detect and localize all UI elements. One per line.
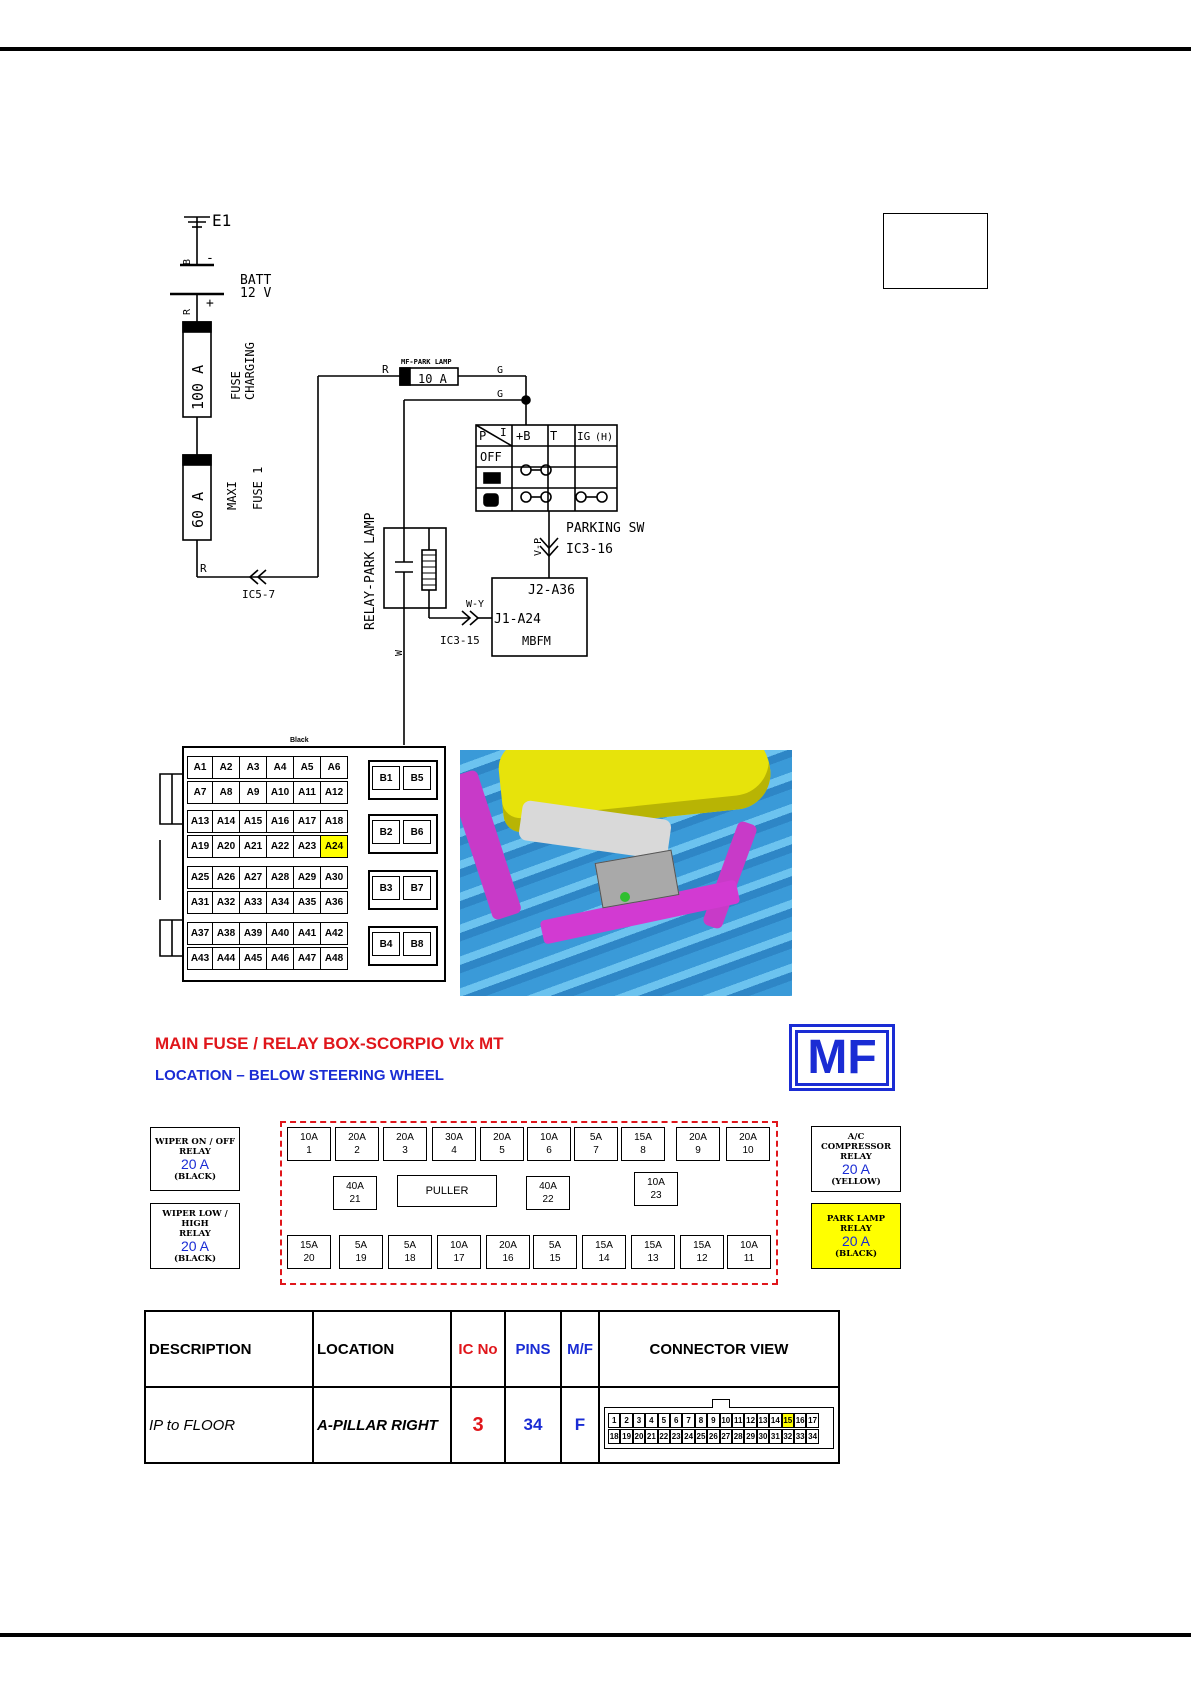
module-label: MBFM	[522, 634, 551, 648]
conn-pin-1: 1	[608, 1413, 620, 1428]
pin-a23: A23	[293, 835, 321, 858]
fusebox-location: LOCATION – BELOW STEERING WHEEL	[155, 1067, 444, 1084]
conn-pin-3: 3	[633, 1413, 645, 1428]
fuse-slot-5	[480, 1127, 524, 1161]
conn-pin-25: 25	[695, 1429, 707, 1444]
conn-pin-23: 23	[670, 1429, 682, 1444]
pin-a9: A9	[239, 781, 267, 804]
switch-hdr-h: (H)	[595, 432, 614, 443]
pin-a47: A47	[293, 947, 321, 970]
fuse-slot-16	[486, 1235, 530, 1269]
pin-b8: B8	[403, 932, 431, 956]
fuse-rating: 20A	[499, 1240, 517, 1251]
fuse-rating: 15A	[634, 1132, 652, 1143]
fuse-rating: 15A	[644, 1240, 662, 1251]
fuse-rating: 5A	[354, 1240, 368, 1251]
hdr-description: DESCRIPTION	[145, 1311, 313, 1387]
pin-a45: A45	[239, 947, 267, 970]
pin-a16: A16	[266, 810, 294, 833]
pin-b5: B5	[403, 766, 431, 790]
pin-a32: A32	[212, 891, 240, 914]
pin-a12: A12	[320, 781, 348, 804]
pin-a15: A15	[239, 810, 267, 833]
conn-pin-26: 26	[707, 1429, 719, 1444]
fuse-rating: 10A	[740, 1240, 758, 1251]
pin-b3: B3	[372, 876, 400, 900]
relay-label: RELAY-PARK LAMP	[363, 512, 378, 630]
conn-pin-11: 11	[732, 1413, 744, 1428]
conn-pin-18: 18	[608, 1429, 620, 1444]
pin-a28: A28	[266, 866, 294, 889]
conn-pin-29: 29	[744, 1429, 756, 1444]
pin-a5: A5	[293, 756, 321, 779]
fuse-slot-14	[582, 1235, 626, 1269]
pin-a1: A1	[187, 756, 213, 779]
conn-pin-30: 30	[757, 1429, 769, 1444]
fuse-number: 4	[451, 1145, 457, 1156]
conn-pin-8: 8	[695, 1413, 707, 1428]
fuse-number: 1	[306, 1145, 312, 1156]
wire-g-label-2: G	[497, 389, 504, 400]
fuse-rating: 5A	[403, 1240, 417, 1251]
fuse-rating: 5A	[548, 1240, 562, 1251]
fuse1-label-2: CHARGING	[243, 342, 257, 400]
fuse-slot-4	[432, 1127, 476, 1161]
conn-pin-22: 22	[658, 1429, 670, 1444]
fuse-number: 9	[695, 1145, 701, 1156]
switch-hdr-p: P	[479, 429, 487, 443]
mf-badge-text: MF	[795, 1030, 889, 1086]
wire-w-label: W	[394, 649, 405, 656]
pin-a6: A6	[320, 756, 348, 779]
conn-pin-27: 27	[720, 1429, 732, 1444]
pin-a10: A10	[266, 781, 294, 804]
fuse-slot-8	[621, 1127, 665, 1161]
pin-a22: A22	[266, 835, 294, 858]
wire-r-label-3: R	[382, 363, 389, 376]
fuse-number: 5	[499, 1145, 505, 1156]
fuse-number: 10	[742, 1145, 754, 1156]
fuse-slot-23	[634, 1172, 678, 1206]
pin-a44: A44	[212, 947, 240, 970]
conn-pin-15: 15	[782, 1413, 794, 1428]
relay-line: WIPER LOW /	[162, 1208, 228, 1219]
pin-a36: A36	[320, 891, 348, 914]
fuse-number: 19	[355, 1253, 367, 1264]
relay-line: A/C	[847, 1131, 865, 1142]
fuse-slot-6	[527, 1127, 571, 1161]
fuse-rating: 15A	[595, 1240, 613, 1251]
relay-line: RELAY	[179, 1146, 211, 1157]
hdr-connector-view: CONNECTOR VIEW	[599, 1311, 839, 1387]
wire-b-label: B	[182, 258, 193, 265]
pin-b2: B2	[372, 820, 400, 844]
pin-b1: B1	[372, 766, 400, 790]
pin-a33: A33	[239, 891, 267, 914]
pin-a21: A21	[239, 835, 267, 858]
pin-a8: A8	[212, 781, 240, 804]
fuse-slot-13	[631, 1235, 675, 1269]
fuse-number: 11	[743, 1253, 755, 1264]
conn-pin-34: 34	[806, 1429, 818, 1444]
parking-sw-label: PARKING SW	[566, 521, 645, 536]
fuse-slot-2	[335, 1127, 379, 1161]
fuse-slot-9	[676, 1127, 720, 1161]
conn-pin-19: 19	[620, 1429, 632, 1444]
switch-hdr-t: T	[550, 429, 558, 443]
conn-pin-2: 2	[620, 1413, 632, 1428]
pin-a2: A2	[212, 756, 240, 779]
hdr-mf: M/F	[561, 1311, 599, 1387]
wiring-schematic	[0, 0, 1191, 760]
cell-mf: F	[561, 1387, 599, 1463]
conn-pin-16: 16	[794, 1413, 806, 1428]
fuse-number: 14	[598, 1253, 610, 1264]
pin-b4: B4	[372, 932, 400, 956]
pin-a46: A46	[266, 947, 294, 970]
conn-pin-5: 5	[658, 1413, 670, 1428]
conn-pin-13: 13	[757, 1413, 769, 1428]
fuse-number: 22	[542, 1194, 554, 1205]
conn-pin-9: 9	[707, 1413, 719, 1428]
conn-pin-28: 28	[732, 1429, 744, 1444]
fuse-number: 7	[593, 1145, 599, 1156]
cell-pins: 34	[505, 1387, 561, 1463]
pin-a34: A34	[266, 891, 294, 914]
conn-pin-4: 4	[645, 1413, 657, 1428]
connector-key	[712, 1399, 730, 1408]
conn-pin-10: 10	[720, 1413, 732, 1428]
wire-wy-label: W-Y	[466, 599, 485, 610]
fuse-number: 16	[502, 1253, 514, 1264]
batt-label-2: 12 V	[240, 286, 272, 301]
conn-pin-20: 20	[633, 1429, 645, 1444]
fuse-number: 6	[546, 1145, 552, 1156]
pin-a26: A26	[212, 866, 240, 889]
fuse-number: 20	[303, 1253, 315, 1264]
park-lamp-relay	[811, 1203, 901, 1269]
pin-a31: A31	[187, 891, 213, 914]
pin-a43: A43	[187, 947, 213, 970]
pin-a27: A27	[239, 866, 267, 889]
pin-a14: A14	[212, 810, 240, 833]
fuse-number: 21	[349, 1194, 361, 1205]
fuse-number: 18	[404, 1253, 416, 1264]
fuse-rating: 20A	[396, 1132, 414, 1143]
fuse-slot-1	[287, 1127, 331, 1161]
fuse-slot-3	[383, 1127, 427, 1161]
park-fuse-name: MF-PARK LAMP	[401, 358, 452, 366]
ac-compressor-relay	[811, 1126, 901, 1192]
conn-pin-14: 14	[769, 1413, 781, 1428]
fuse-rating: 30A	[445, 1132, 463, 1143]
wire-r-label-2: R	[200, 562, 207, 575]
pin-a20: A20	[212, 835, 240, 858]
park-fuse-rating: 10 A	[418, 372, 447, 386]
pin-a3: A3	[239, 756, 267, 779]
fuse-rating: 10A	[540, 1132, 558, 1143]
hdr-ic-no: IC No	[451, 1311, 505, 1387]
relay-line: PARK LAMP	[826, 1213, 886, 1224]
relay-line: COMPRESSOR	[820, 1141, 892, 1152]
wire-g-label-1: G	[497, 365, 504, 376]
pin-a29: A29	[293, 866, 321, 889]
relay-line: RELAY	[840, 1151, 872, 1162]
fuse-slot-18	[388, 1235, 432, 1269]
location-photo	[460, 750, 792, 996]
bottom-rule	[0, 1633, 1191, 1637]
fuse-slot-19	[339, 1235, 383, 1269]
ground-label: E1	[212, 211, 232, 230]
pin-a48: A48	[320, 947, 348, 970]
fuse2-label-1: MAXI	[225, 481, 239, 510]
wire-r-label-1: R	[182, 308, 193, 315]
ic5-label: IC5-7	[242, 588, 276, 601]
fuse-rating: 40A	[539, 1181, 557, 1192]
connector-info-table	[144, 1310, 840, 1464]
cell-location: A-PILLAR RIGHT	[313, 1387, 451, 1463]
switch-off: OFF	[480, 450, 502, 464]
pin-b6: B6	[403, 820, 431, 844]
fuse-rating: 15A	[693, 1240, 711, 1251]
relay-color: (BLACK)	[174, 1171, 216, 1182]
conn-pin-6: 6	[670, 1413, 682, 1428]
connector-a-pins	[187, 756, 345, 972]
conn-pin-17: 17	[806, 1413, 818, 1428]
relay-color: (BLACK)	[174, 1253, 216, 1264]
relay-rating: 20 A	[841, 1232, 871, 1249]
cell-description: IP to FLOOR	[145, 1387, 313, 1463]
batt-label-1: BATT	[240, 273, 272, 288]
fuse-rating: 5A	[589, 1132, 603, 1143]
pin-a38: A38	[212, 922, 240, 945]
pin-a30: A30	[320, 866, 348, 889]
conn-pin-31: 31	[769, 1429, 781, 1444]
fuse-slot-12	[680, 1235, 724, 1269]
cell-connector-view	[599, 1387, 839, 1463]
hdr-location: LOCATION	[313, 1311, 451, 1387]
fuse-slot-7	[574, 1127, 618, 1161]
relay-color: (YELLOW)	[831, 1176, 881, 1187]
fuse-rating: 10A	[300, 1132, 318, 1143]
ic3-15-label: IC3-15	[440, 634, 480, 647]
fuse1-label-1: FUSE	[229, 371, 243, 400]
pin-a25: A25	[187, 866, 213, 889]
hdr-pins: PINS	[505, 1311, 561, 1387]
pin-a18: A18	[320, 810, 348, 833]
wiper-low-high-relay	[150, 1203, 240, 1269]
fuse1-rating: 100 A	[189, 364, 207, 410]
pin-a4: A4	[266, 756, 294, 779]
conn-pin-12: 12	[744, 1413, 756, 1428]
fuse2-label-2: FUSE 1	[251, 466, 265, 510]
fuse-number: 12	[696, 1253, 708, 1264]
fuse-slot-15	[533, 1235, 577, 1269]
fuse-number: 8	[640, 1145, 646, 1156]
fuse-number: 3	[402, 1145, 408, 1156]
fuse-slot-10	[726, 1127, 770, 1161]
switch-hdr-ig: IG	[577, 430, 591, 443]
svg-text:+: +	[206, 296, 214, 311]
relay-line: RELAY	[840, 1223, 872, 1234]
pin-j1-label: J1-A24	[494, 612, 541, 627]
wire-vp-label: V-P	[533, 537, 544, 556]
switch-hdr-b: +B	[516, 429, 531, 443]
conn-pin-21: 21	[645, 1429, 657, 1444]
fuse-number: 17	[453, 1253, 465, 1264]
pin-a13: A13	[187, 810, 213, 833]
pin-a19: A19	[187, 835, 213, 858]
fuse-rating: 10A	[450, 1240, 468, 1251]
pin-j2-label: J2-A36	[528, 583, 575, 598]
relay-rating: 20 A	[841, 1160, 871, 1177]
fuse-number: 23	[650, 1190, 662, 1201]
fuse-slot-17	[437, 1235, 481, 1269]
relay-rating: 20 A	[180, 1155, 210, 1172]
relay-rating: 20 A	[180, 1237, 210, 1254]
fuse-slot-21	[333, 1176, 377, 1210]
relay-line: WIPER ON / OFF	[154, 1136, 236, 1147]
pin-b7: B7	[403, 876, 431, 900]
fuse-slot-11	[727, 1235, 771, 1269]
conn-pin-7: 7	[682, 1413, 694, 1428]
fuse-number: 2	[354, 1145, 360, 1156]
conn-pin-24: 24	[682, 1429, 694, 1444]
wiper-on-off-relay	[150, 1127, 240, 1191]
mf-badge	[789, 1024, 895, 1091]
pin-a24: A24	[320, 835, 348, 858]
relay-line: RELAY	[179, 1228, 211, 1239]
connector-pin-view	[604, 1399, 834, 1451]
pin-a35: A35	[293, 891, 321, 914]
fuse-rating: 20A	[689, 1132, 707, 1143]
fuse-rating: 20A	[493, 1132, 511, 1143]
connector-latches	[150, 760, 184, 960]
pin-a37: A37	[187, 922, 213, 945]
fuse-rating: 40A	[346, 1181, 364, 1192]
connector-b-pins	[368, 756, 438, 972]
conn-pin-33: 33	[794, 1429, 806, 1444]
pin-a41: A41	[293, 922, 321, 945]
fuse-rating: 20A	[348, 1132, 366, 1143]
ic3-16-label: IC3-16	[566, 542, 613, 557]
fuse-slot-20	[287, 1235, 331, 1269]
svg-text:-: -	[206, 251, 214, 266]
fuse-rating: 15A	[300, 1240, 318, 1251]
pin-a11: A11	[293, 781, 321, 804]
fuse-rating: 10A	[647, 1177, 665, 1188]
conn-pin-32: 32	[782, 1429, 794, 1444]
puller-slot: PULLER	[397, 1175, 497, 1207]
fuse-rating: 20A	[739, 1132, 757, 1143]
pin-a17: A17	[293, 810, 321, 833]
pin-a42: A42	[320, 922, 348, 945]
fusebox-title: MAIN FUSE / RELAY BOX-SCORPIO VIx MT	[155, 1034, 504, 1053]
switch-hdr-i: I	[500, 426, 507, 439]
pin-a7: A7	[187, 781, 213, 804]
fuse2-rating: 60 A	[189, 491, 207, 528]
fuse-number: 13	[647, 1253, 659, 1264]
fuse-slot-22	[526, 1176, 570, 1210]
cell-ic-no: 3	[451, 1387, 505, 1463]
connector-color-label: Black	[290, 737, 309, 744]
relay-color: (BLACK)	[835, 1248, 877, 1259]
pin-a40: A40	[266, 922, 294, 945]
relay-line: HIGH	[181, 1218, 209, 1229]
pin-a39: A39	[239, 922, 267, 945]
fuse-number: 15	[549, 1253, 561, 1264]
